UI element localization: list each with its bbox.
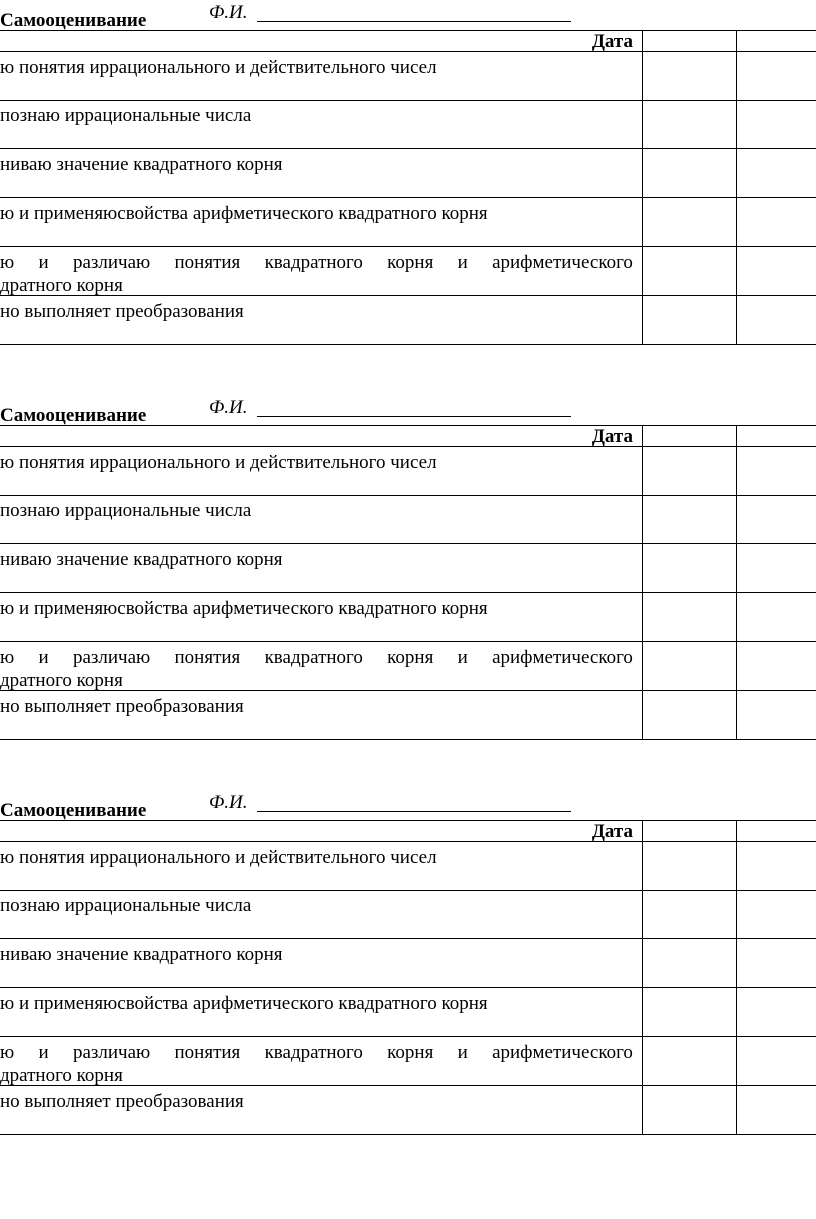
table-bottom-border [0,344,816,345]
criterion-text: ниваю значение квадратного корня [0,944,283,965]
criterion-text-continuation: дратного корня [0,275,123,296]
row-border [0,641,816,642]
criterion-text: ю понятия иррационального и действительного чисел [0,57,437,78]
block-title: Самооценивание [0,405,147,426]
word: и [457,252,468,273]
word: понятия [174,252,241,273]
criterion-text: ниваю значение квадратного корня [0,154,283,175]
row-border [0,100,816,101]
date-cell[interactable] [737,447,816,495]
criterion-text-continuation: дратного корня [0,670,123,691]
self-assessment-block [0,2,816,368]
word: и [38,647,49,668]
row-border [0,543,816,544]
row-border [0,890,816,891]
word: понятия [174,1042,241,1063]
assessment-table [0,425,816,741]
criterion-text: но выполняет преобразования [0,301,244,322]
word: арифметического [492,1042,633,1063]
criterion-text: ю и применяюсвойства арифметического квадратного корня [0,203,488,224]
date-cell[interactable] [643,842,736,890]
word: и [38,1042,49,1063]
criterion-text: познаю иррациональные числа [0,895,252,916]
criterion-text-justified [0,251,633,275]
date-header: Дата [591,426,633,447]
word: различаю [72,647,151,668]
row-border [0,592,816,593]
table-bottom-border [0,1134,816,1135]
table-bottom-border [0,739,816,740]
word: ю [0,1042,15,1063]
word: различаю [72,1042,151,1063]
name-label: Ф.И. [209,2,248,23]
self-assessment-block [0,792,816,1158]
criterion-text-continuation: дратного корня [0,1065,123,1086]
word: и [457,1042,468,1063]
word: и [38,252,49,273]
row-border [0,495,816,496]
word: корня [387,252,434,273]
criterion-text: но выполняет преобразования [0,696,244,717]
row-border [0,1036,816,1037]
word: ю [0,252,15,273]
criterion-text: ю понятия иррационального и действительного чисел [0,847,437,868]
table-top-border [0,820,816,821]
word: квадратного [264,647,363,668]
word: корня [387,647,434,668]
date-cell[interactable] [643,52,736,100]
justified-line [0,646,633,670]
name-input-line[interactable] [257,21,571,22]
criterion-text-justified [0,1041,633,1065]
criterion-text-justified [0,646,633,670]
date-cell[interactable] [737,842,816,890]
criterion-text: но выполняет преобразования [0,1091,244,1112]
word: понятия [174,647,241,668]
block-title: Самооценивание [0,800,147,821]
date-header: Дата [591,821,633,842]
row-border [0,938,816,939]
criterion-text: познаю иррациональные числа [0,105,252,126]
word: ю [0,647,15,668]
word: арифметического [492,647,633,668]
row-border [0,987,816,988]
word: арифметического [492,252,633,273]
criterion-text: ю и применяюсвойства арифметического квадратного корня [0,598,488,619]
row-border [0,197,816,198]
criterion-text: познаю иррациональные числа [0,500,252,521]
word: и [457,647,468,668]
name-input-line[interactable] [257,416,571,417]
block-title: Самооценивание [0,10,147,31]
table-top-border [0,30,816,31]
table-top-border [0,425,816,426]
justified-line [0,251,633,275]
name-input-line[interactable] [257,811,571,812]
row-border [0,246,816,247]
criterion-text: ниваю значение квадратного корня [0,549,283,570]
word: квадратного [264,252,363,273]
criterion-text: ю и применяюсвойства арифметического квадратного корня [0,993,488,1014]
criterion-text: ю понятия иррационального и действительного чисел [0,452,437,473]
row-border [0,148,816,149]
date-header: Дата [591,31,633,52]
word: корня [387,1042,434,1063]
self-assessment-block [0,397,816,763]
assessment-table [0,30,816,346]
justified-line [0,1041,633,1065]
name-label: Ф.И. [209,792,248,813]
name-label: Ф.И. [209,397,248,418]
assessment-table [0,820,816,1136]
date-cell[interactable] [737,52,816,100]
word: квадратного [264,1042,363,1063]
word: различаю [72,252,151,273]
date-cell[interactable] [643,447,736,495]
